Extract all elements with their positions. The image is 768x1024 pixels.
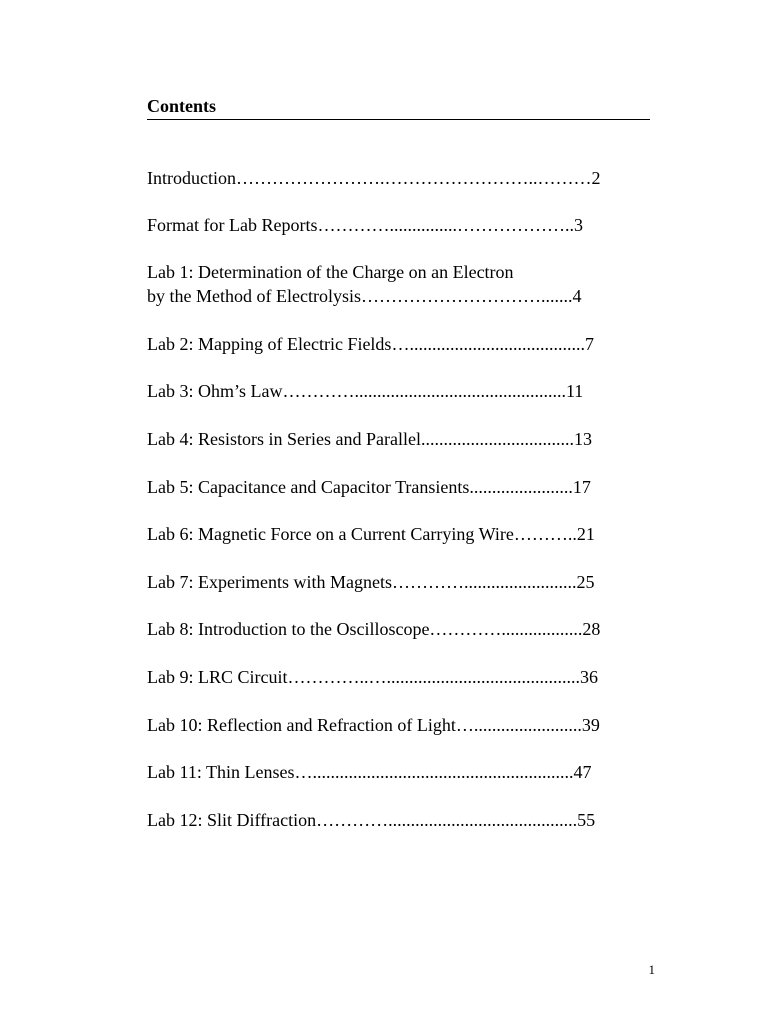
toc-entry-text: Lab 12: Slit Diffraction…………..........................................55	[147, 810, 596, 830]
toc-entry-text: Lab 2: Mapping of Electric Fields….......................................7	[147, 334, 594, 354]
toc-entry-text: Lab 5: Capacitance and Capacitor Transients.......................17	[147, 477, 591, 497]
toc-entry-lab-2	[147, 332, 657, 356]
toc-entry-introduction	[147, 166, 657, 190]
toc-entry-lab-7	[147, 570, 657, 594]
table-of-contents	[147, 166, 657, 832]
toc-entry-lab-6	[147, 522, 657, 546]
toc-entry-text: Lab 6: Magnetic Force on a Current Carrying Wire………..21	[147, 524, 595, 544]
toc-entry-format-for-lab-reports	[147, 213, 657, 237]
toc-entry-lab-9	[147, 665, 657, 689]
toc-entry-text: Lab 11: Thin Lenses…..........................................................47	[147, 762, 592, 782]
toc-entry-lab-3	[147, 379, 657, 403]
toc-entry-lab-10	[147, 713, 657, 737]
toc-entry-lab-12	[147, 808, 657, 832]
toc-entry-lab-8	[147, 617, 657, 641]
toc-entry-lab-1	[147, 260, 657, 308]
toc-entry-lab-11	[147, 760, 657, 784]
toc-entry-text: Lab 3: Ohm’s Law…………...............................................11	[147, 381, 584, 401]
contents-heading: Contents	[147, 95, 650, 120]
toc-entry-text: Lab 10: Reflection and Refraction of Light…........................39	[147, 715, 600, 735]
toc-entry-text: Introduction…………………….……………………..………2	[147, 168, 601, 188]
toc-entry-lab-4	[147, 427, 657, 451]
toc-entry-text: Lab 7: Experiments with Magnets………….........................25	[147, 572, 595, 592]
toc-entry-text-continued: by the Method of Electrolysis………………………….......4	[147, 286, 582, 306]
toc-entry-text: Lab 4: Resistors in Series and Parallel..................................13	[147, 429, 592, 449]
toc-entry-text: Format for Lab Reports…………...............………………..3	[147, 215, 583, 235]
toc-entry-lab-5	[147, 475, 657, 499]
toc-entry-text: Lab 8: Introduction to the Oscilloscope…………..................28	[147, 619, 601, 639]
page-number: 1	[648, 962, 655, 977]
toc-entry-text: Lab 1: Determination of the Charge on an Electron	[147, 262, 514, 282]
toc-entry-text: Lab 9: LRC Circuit…………..…...........................................36	[147, 667, 598, 687]
